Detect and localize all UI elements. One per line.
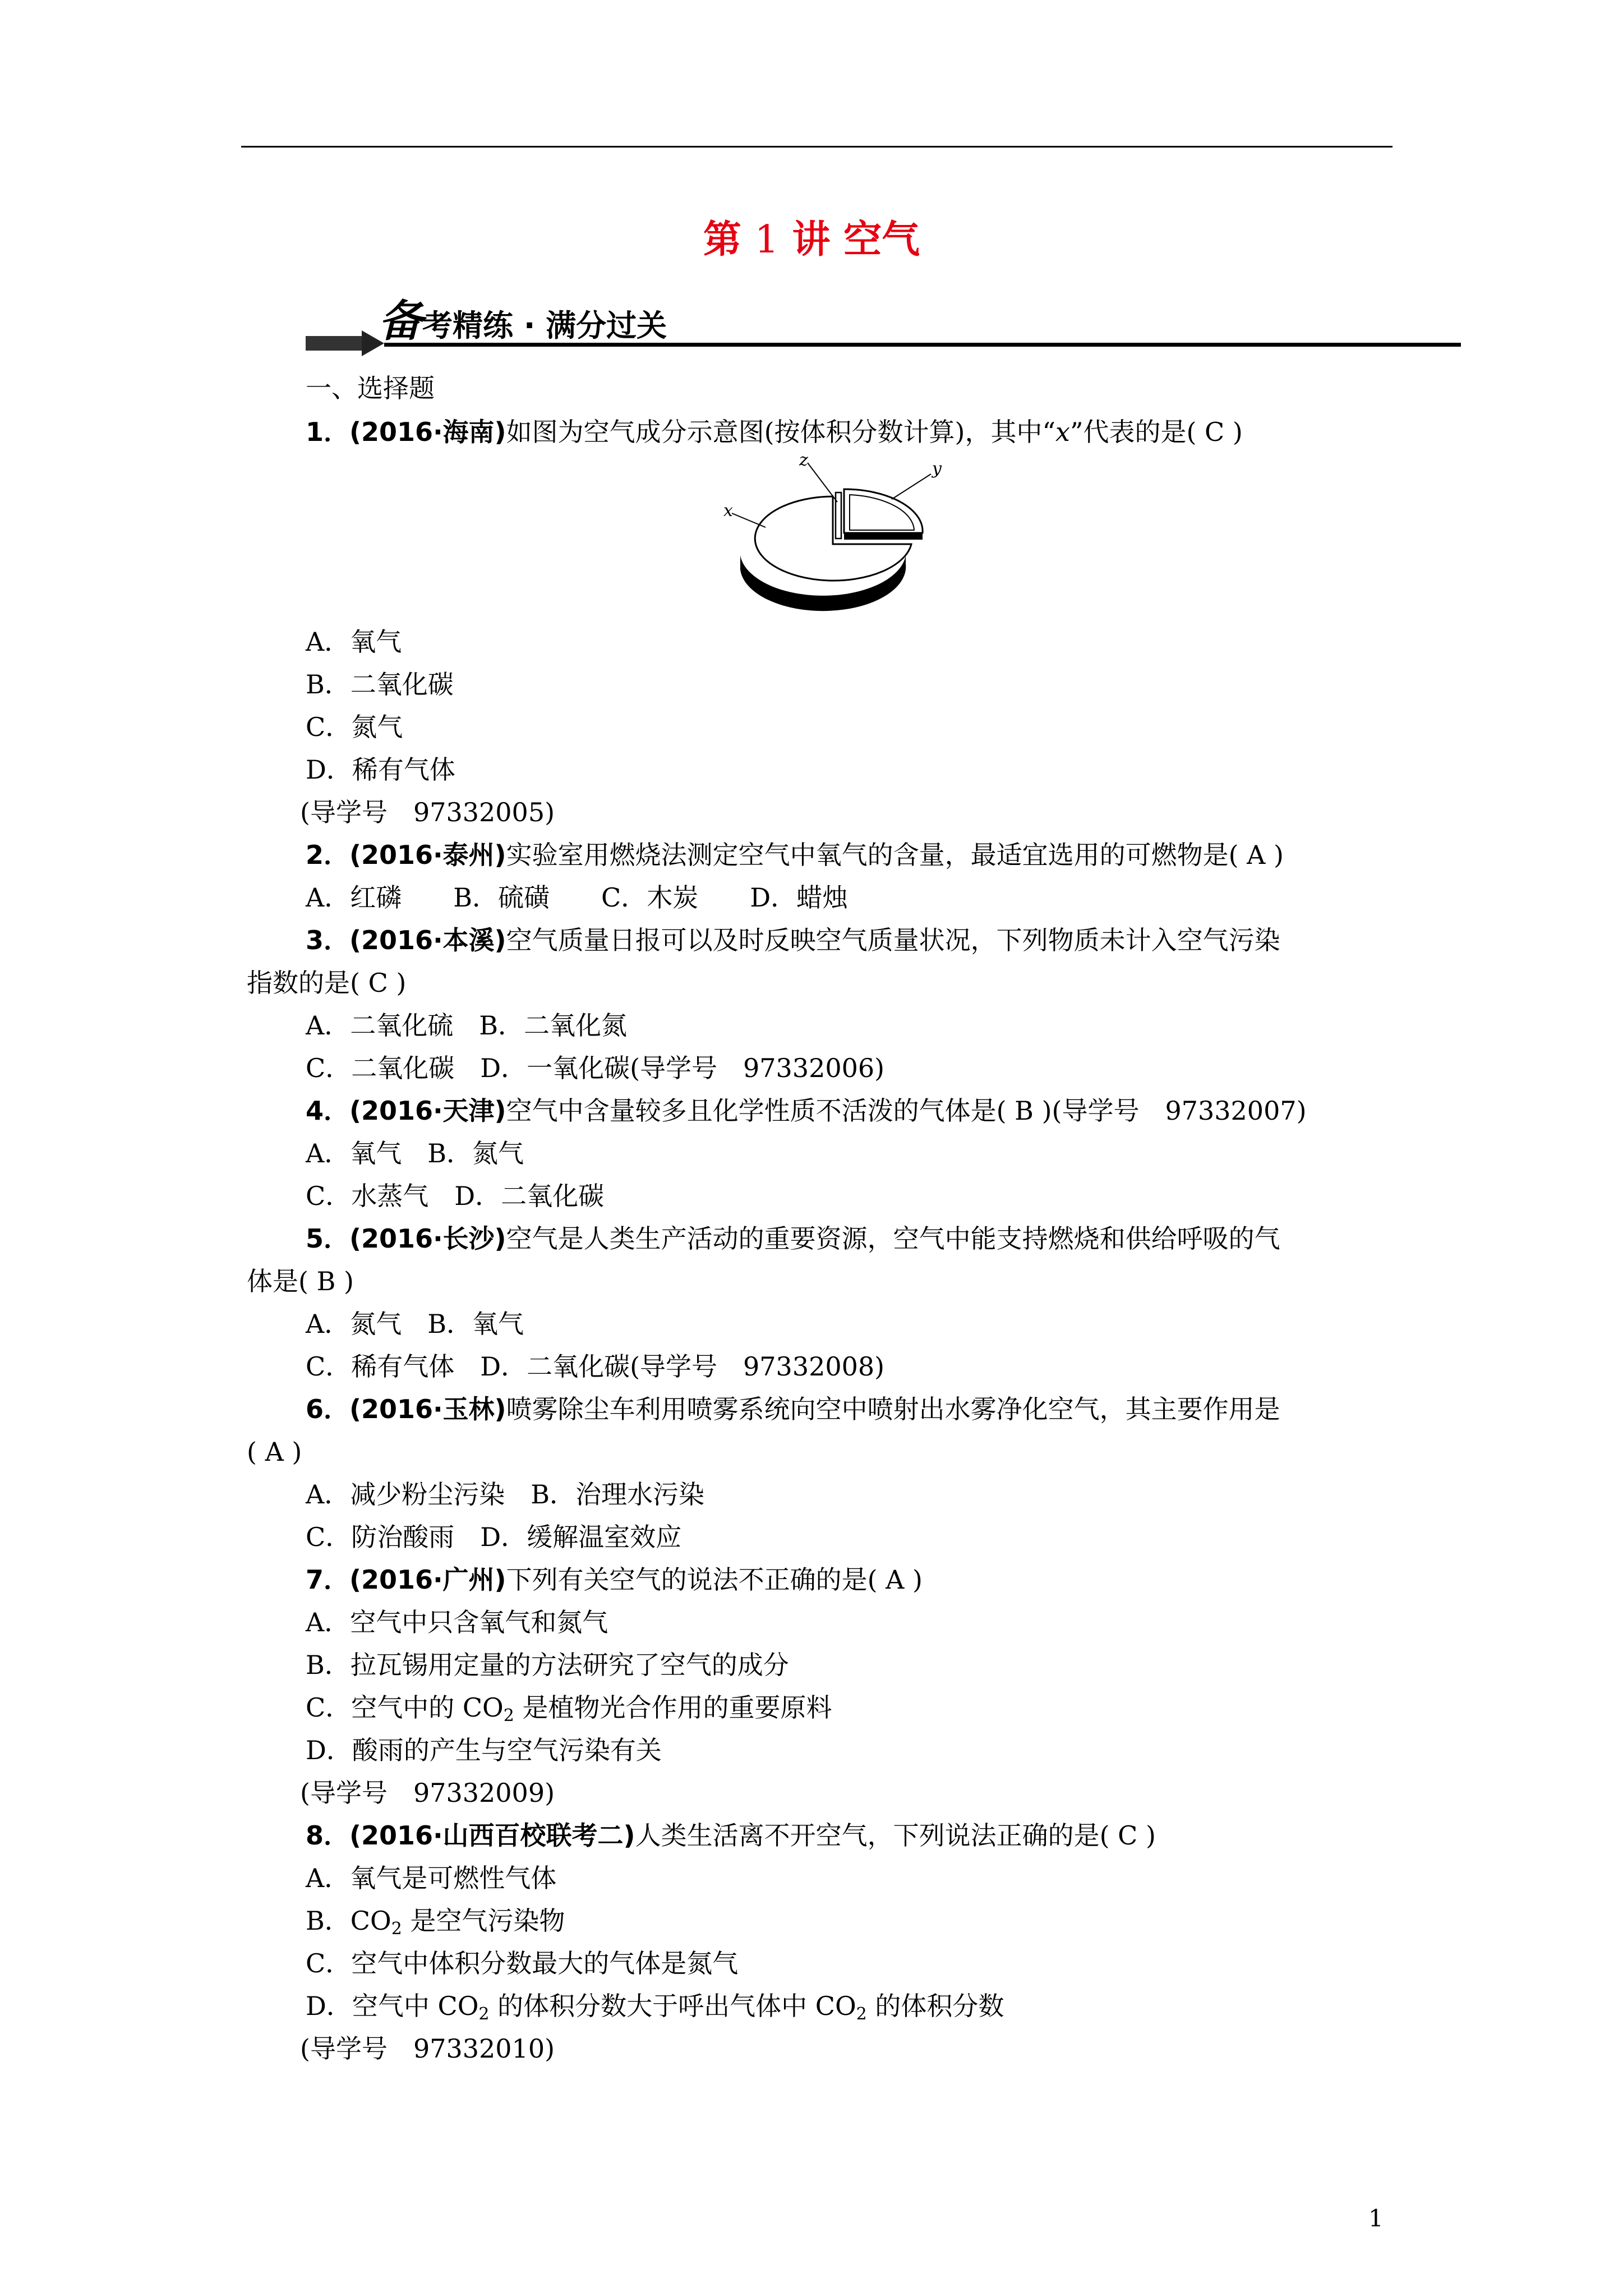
question-1-option-b: B．二氧化碳 <box>306 669 454 700</box>
pie-label-x: x <box>723 501 733 521</box>
header-rule <box>241 146 1393 148</box>
question-number: 5． <box>306 1223 350 1254</box>
question-number: 3． <box>306 925 350 955</box>
question-source: (2016·长沙) <box>349 1223 506 1254</box>
question-7-option-a: A．空气中只含氧气和氮气 <box>306 1607 608 1637</box>
question-variable: x <box>1055 417 1070 447</box>
pie-label-z: z <box>799 450 808 470</box>
question-number: 1． <box>306 417 350 447</box>
question-1-reference: (导学号 97332005) <box>300 797 555 827</box>
question-text: 人类生活离不开空气，下列说法正确的是( C ) <box>635 1820 1156 1851</box>
question-3-options-2: C．二氧化碳 D．一氧化碳(导学号 97332006) <box>306 1053 885 1083</box>
question-8-option-b <box>306 1903 565 1947</box>
question-number: 2． <box>306 840 350 870</box>
question-7-option-b: B．拉瓦锡用定量的方法研究了空气的成分 <box>306 1650 789 1680</box>
section-heading: 一、选择题 <box>306 373 435 403</box>
question-source: (2016·天津) <box>349 1096 506 1126</box>
question-5-options-1: A．氮气 B．氧气 <box>306 1309 524 1339</box>
question-source: (2016·山西百校联考二) <box>349 1820 635 1851</box>
section-banner <box>306 296 1461 356</box>
question-source: (2016·泰州) <box>349 840 506 870</box>
question-4-options-2: C．水蒸气 D．二氧化碳 <box>306 1181 605 1211</box>
question-1-option-d: D．稀有气体 <box>306 754 455 785</box>
question-3-stem-cont: 指数的是( C ) <box>247 968 407 998</box>
question-4-stem <box>306 1093 1307 1129</box>
question-8-stem <box>306 1818 1156 1853</box>
question-8-reference: (导学号 97332010) <box>300 2033 555 2064</box>
question-1-option-c: C．氮气 <box>306 712 403 742</box>
option-text: B．CO <box>306 1906 391 1936</box>
question-2-stem <box>306 837 1284 873</box>
question-number: 6． <box>306 1394 350 1424</box>
question-7-reference: (导学号 97332009) <box>300 1778 555 1808</box>
subscript: 2 <box>856 2004 867 2024</box>
question-3-stem <box>306 922 1280 958</box>
page-number: 1 <box>1368 2205 1384 2232</box>
question-text: 空气是人类生产活动的重要资源，空气中能支持燃烧和供给呼吸的气 <box>506 1223 1280 1254</box>
question-8-option-a: A．氧气是可燃性气体 <box>306 1863 557 1893</box>
question-text: 空气中含量较多且化学性质不活泼的气体是( B )(导学号 97332007) <box>506 1096 1307 1126</box>
question-4-options-1: A．氧气 B．氮气 <box>306 1138 524 1168</box>
option-text: 的体积分数 <box>866 1991 1004 2021</box>
pie-slice-z <box>836 493 841 539</box>
question-2-options: A．红磷 B．硫磺 C．木炭 D．蜡烛 <box>306 882 849 913</box>
question-source: (2016·本溪) <box>349 925 506 955</box>
question-6-options-2: C．防治酸雨 D．缓解温室效应 <box>306 1522 682 1552</box>
pie-label-y: y <box>932 459 942 478</box>
subscript: 2 <box>478 2004 490 2024</box>
question-text: 喷雾除尘车利用喷雾系统向空中喷射出水雾净化空气，其主要作用是 <box>506 1394 1280 1424</box>
question-number: 4． <box>306 1096 350 1126</box>
question-3-options-1: A．二氧化硫 B．二氧化氮 <box>306 1010 628 1041</box>
question-6-stem <box>306 1391 1280 1427</box>
pie-slice-y <box>844 489 923 533</box>
question-8-option-c: C．空气中体积分数最大的气体是氮气 <box>306 1948 739 1978</box>
leader-line-x <box>732 513 766 527</box>
banner-bar <box>306 336 367 351</box>
subscript: 2 <box>503 1706 514 1726</box>
banner-big-char: 备 <box>379 296 423 347</box>
page-title <box>0 215 1623 265</box>
subscript: 2 <box>391 1919 402 1939</box>
question-5-stem <box>306 1221 1280 1257</box>
title-prefix: 第 <box>703 218 741 262</box>
question-source: (2016·玉林) <box>349 1394 506 1424</box>
question-text: 空气质量日报可以及时反映空气质量状况，下列物质未计入空气污染 <box>506 925 1280 955</box>
question-number: 8． <box>306 1820 350 1851</box>
air-composition-pie-chart <box>723 449 948 617</box>
option-text: D．空气中 CO <box>306 1991 479 2021</box>
option-text: 的体积分数大于呼出气体中 CO <box>489 1991 856 2021</box>
question-7-stem <box>306 1562 923 1598</box>
title-number: 1 <box>754 218 779 262</box>
question-5-stem-cont: 体是( B ) <box>247 1266 354 1296</box>
question-1-stem <box>306 414 1243 450</box>
option-text: 是植物光合作用的重要原料 <box>514 1692 832 1723</box>
question-source: (2016·海南) <box>349 417 506 447</box>
title-suffix: 讲 空气 <box>792 218 920 262</box>
pie-slice-y-side <box>844 533 923 540</box>
question-7-option-c <box>306 1690 832 1734</box>
question-6-options-1: A．减少粉尘污染 B．治理水污染 <box>306 1479 705 1510</box>
question-text: 下列有关空气的说法不正确的是( A ) <box>506 1565 923 1595</box>
question-1-option-a: A．氧气 <box>306 627 402 657</box>
question-number: 7． <box>306 1565 350 1595</box>
question-text: ”代表的是( C ) <box>1069 417 1243 447</box>
question-text: 实验室用燃烧法测定空气中氧气的含量，最适宜选用的可燃物是( A ) <box>506 840 1284 870</box>
question-text: 如图为空气成分示意图(按体积分数计算)，其中“ <box>506 417 1055 447</box>
option-text: C．空气中的 CO <box>306 1692 504 1723</box>
option-text: 是空气污染物 <box>402 1906 565 1936</box>
banner-title <box>379 296 667 347</box>
question-5-options-2: C．稀有气体 D．二氧化碳(导学号 97332008) <box>306 1351 885 1382</box>
question-6-stem-cont: ( A ) <box>247 1437 302 1467</box>
question-7-option-d: D．酸雨的产生与空气污染有关 <box>306 1735 662 1765</box>
leader-line-y <box>892 474 931 499</box>
banner-label: 考精练 · 满分过关 <box>422 308 667 343</box>
question-source: (2016·广州) <box>349 1565 506 1595</box>
question-8-option-d <box>306 1988 1004 2032</box>
